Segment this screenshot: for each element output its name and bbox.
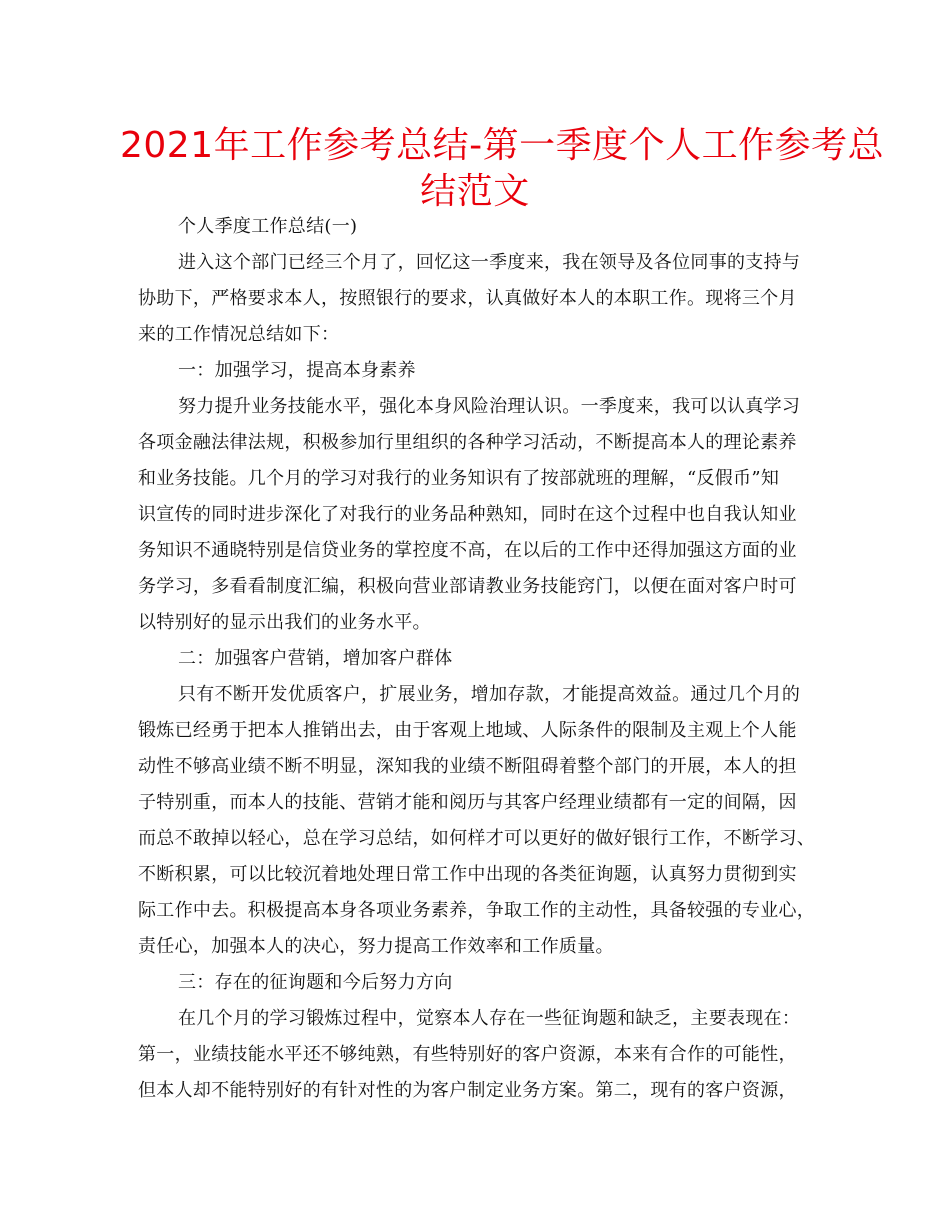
paragraph-line: 在几个月的学习锻炼过程中，觉察本人存在一些征询题和缺乏，主要表现在： [178,1008,801,1029]
paragraph-line: 第一，业绩技能水平还不够纯熟，有些特别好的客户资源，本来有合作的可能性， [138,1044,797,1065]
paragraph-line: 努力提升业务技能水平，强化本身风险治理认识。一季度来，我可以认真学习 [178,396,801,417]
paragraph-line: 际工作中去。积极提高本身各项业务素养，争取工作的主动性，具备较强的专业心， [138,900,816,921]
section-heading: 三：存在的征询题和今后努力方向 [178,972,453,993]
paragraph-line: 而总不敢掉以轻心，总在学习总结，如何样才可以更好的做好银行工作，不断学习、 [138,828,816,849]
paragraph-line: 来的工作情况总结如下： [138,324,340,345]
paragraph-line: 但本人却不能特别好的有针对性的为客户制定业务方案。第二，现有的客户资源， [138,1080,797,1101]
section-heading: 二：加强客户营销，增加客户群体 [178,648,453,669]
paragraph-line: 不断积累，可以比较沉着地处理日常工作中出现的各类征询题，认真努力贯彻到实 [138,864,797,885]
paragraph-line: 务学习，多看看制度汇编，积极向营业部请教业务技能窍门，以便在面对客户时可 [138,576,797,597]
paragraph-line: 各项金融法律法规，积极参加行里组织的各种学习活动，不断提高本人的理论素养 [138,432,797,453]
paragraph-line: 识宣传的同时进步深化了对我行的业务品种熟知，同时在这个过程中也自我认知业 [138,504,797,525]
section-heading: 一：加强学习，提高本身素养 [178,360,416,381]
paragraph-line: 只有不断开发优质客户，扩展业务，增加存款，才能提高效益。通过几个月的 [178,684,801,705]
paragraph-line: 锻炼已经勇于把本人推销出去，由于客观上地域、人际条件的限制及主观上个人能 [138,720,797,741]
paragraph-line: 子特别重，而本人的技能、营销才能和阅历与其客户经理业绩都有一定的间隔，因 [138,792,797,813]
paragraph-line: 进入这个部门已经三个月了，回忆这一季度来，我在领导及各位同事的支持与 [178,252,801,273]
paragraph-line: 责任心，加强本人的决心，努力提高工作效率和工作质量。 [138,936,614,957]
document-title-line-2: 结范文 [420,171,530,212]
paragraph-line: 协助下，严格要求本人，按照银行的要求，认真做好本人的本职工作。现将三个月 [138,288,797,309]
paragraph-line: 和业务技能。几个月的学习对我行的业务知识有了按部就班的理解，“反假币”知 [138,468,780,489]
paragraph-line: 务知识不通晓特别是信贷业务的掌控度不高，在以后的工作中还得加强这方面的业 [138,540,797,561]
section-heading: 个人季度工作总结(一) [178,216,358,237]
paragraph-line: 以特别好的显示出我们的业务水平。 [138,612,431,633]
paragraph-line: 动性不够高业绩不断不明显，深知我的业绩不断阻碍着整个部门的开展，本人的担 [138,756,797,777]
document-title-line-1: 2021年工作参考总结-第一季度个人工作参考总 [120,125,885,166]
